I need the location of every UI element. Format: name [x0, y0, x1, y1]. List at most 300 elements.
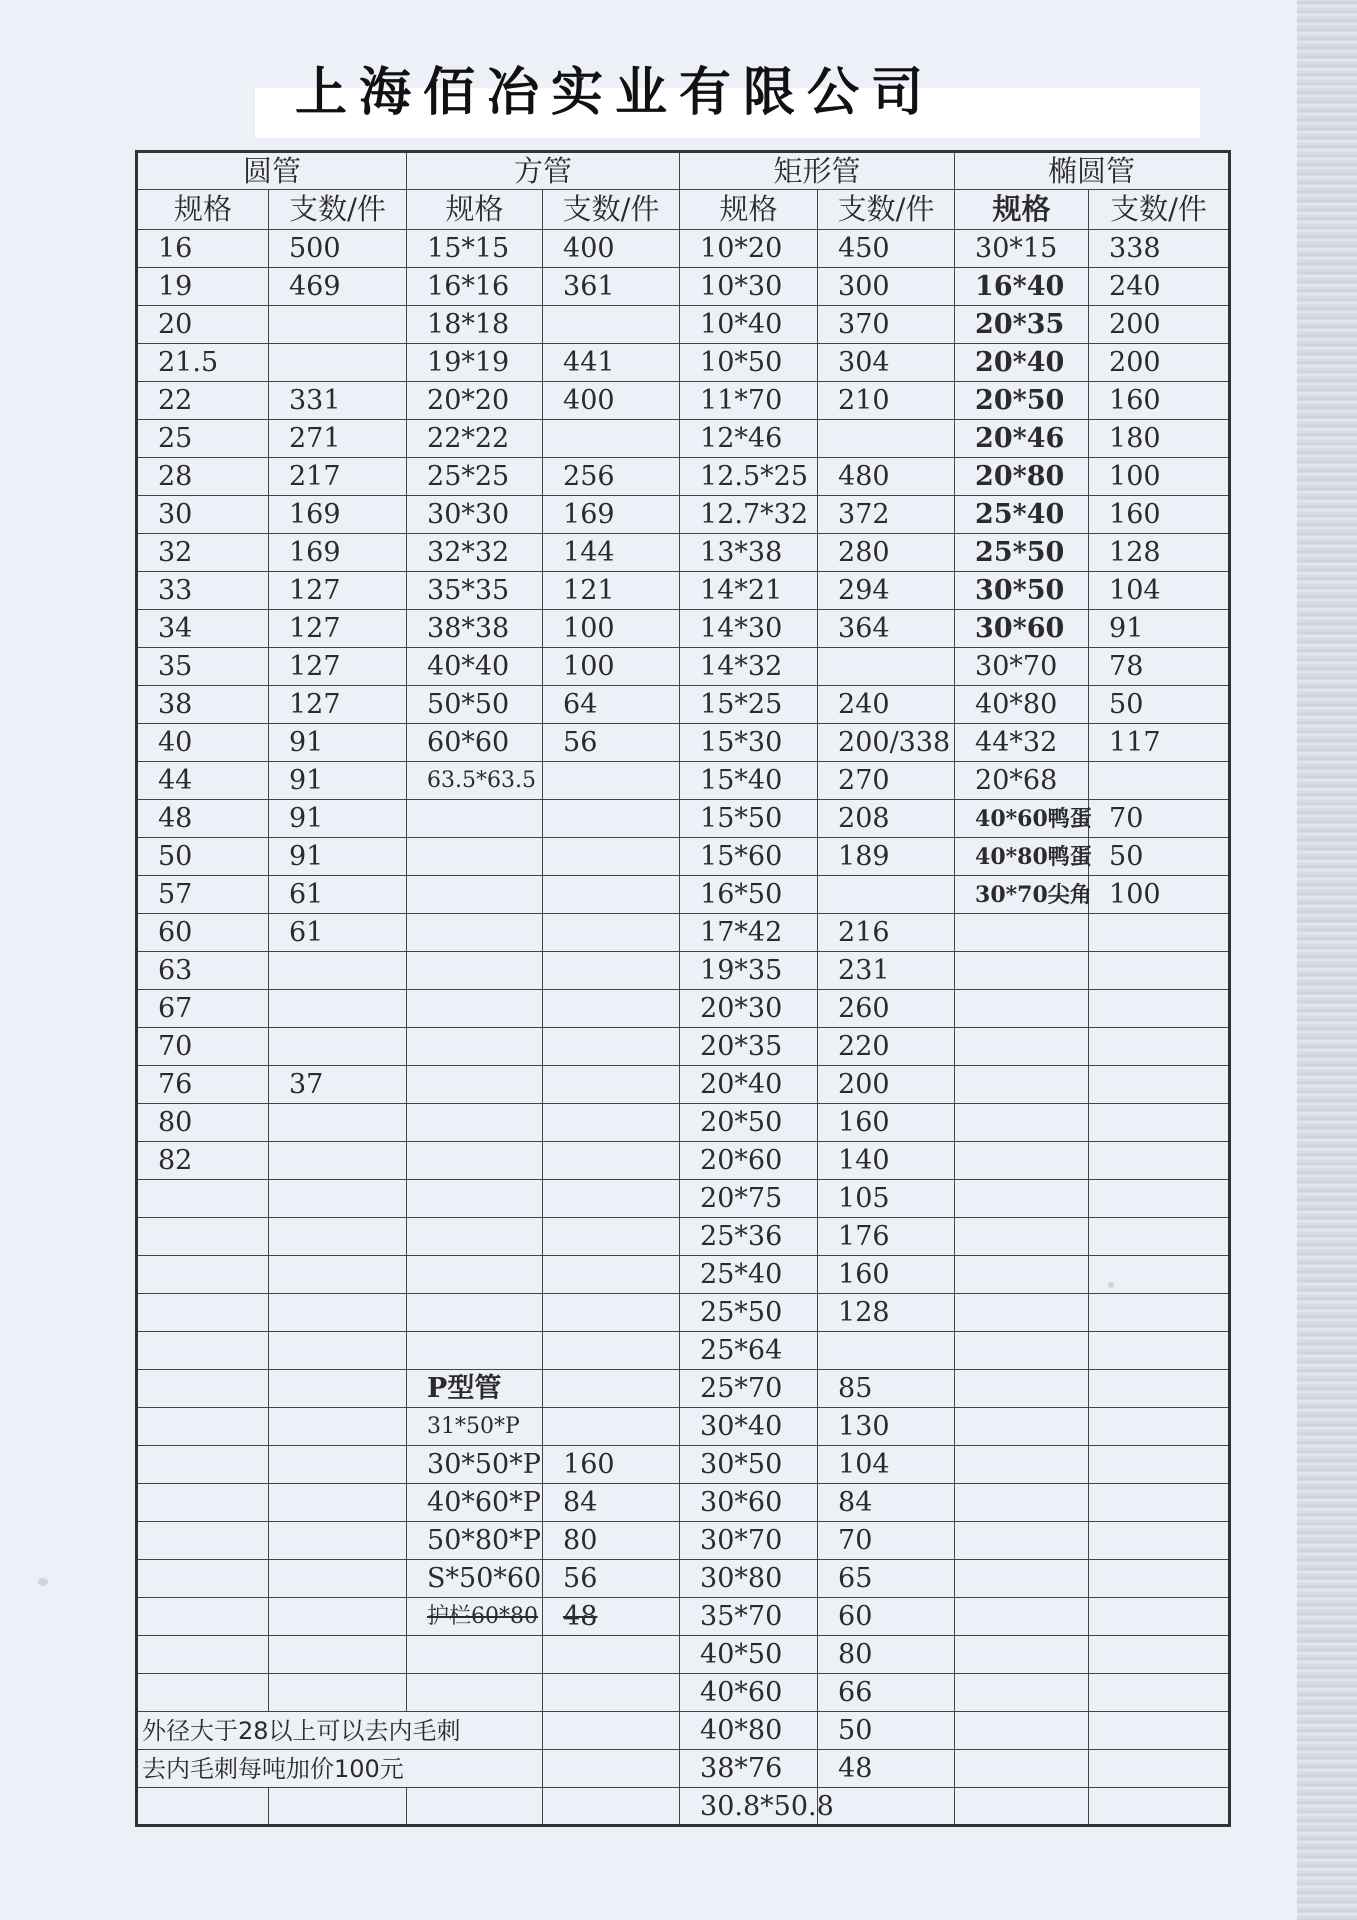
table-cell [543, 1674, 680, 1712]
table-cell [407, 1294, 543, 1332]
table-row [137, 534, 1230, 572]
table-cell [818, 876, 955, 914]
table-cell: 450 [818, 230, 955, 268]
table-cell: 22*22 [407, 420, 543, 458]
table-cell [407, 1636, 543, 1674]
table-cell: 20*30 [680, 990, 818, 1028]
table-cell [1089, 1636, 1230, 1674]
table-cell: 270 [818, 762, 955, 800]
table-cell: 100 [543, 648, 680, 686]
table-cell: 50 [137, 838, 269, 876]
table-cell [269, 344, 407, 382]
table-cell: 80 [818, 1636, 955, 1674]
table-cell: 216 [818, 914, 955, 952]
table-cell: 144 [543, 534, 680, 572]
table-cell: 20*20 [407, 382, 543, 420]
table-cell [955, 1370, 1089, 1408]
group-header-row [137, 152, 1230, 190]
table-cell: 127 [269, 610, 407, 648]
table-cell [407, 1256, 543, 1294]
table-body [137, 152, 1230, 1826]
group-header: 矩形管 [680, 152, 955, 190]
table-cell [543, 1104, 680, 1142]
table-row [137, 1370, 1230, 1408]
table-cell: 100 [1089, 458, 1230, 496]
table-cell [137, 1598, 269, 1636]
table-cell: 30*30 [407, 496, 543, 534]
table-cell: 210 [818, 382, 955, 420]
table-cell [955, 1750, 1089, 1788]
table-row [137, 686, 1230, 724]
table-cell: 40*80 [680, 1712, 818, 1750]
table-cell [269, 1028, 407, 1066]
table-row [137, 1446, 1230, 1484]
table-cell [1089, 1522, 1230, 1560]
table-cell [407, 1142, 543, 1180]
table-cell [407, 1104, 543, 1142]
table-row [137, 1484, 1230, 1522]
table-cell [543, 1332, 680, 1370]
table-cell [407, 1066, 543, 1104]
table-cell: 82 [137, 1142, 269, 1180]
table-cell [818, 420, 955, 458]
table-cell [955, 1484, 1089, 1522]
table-cell [543, 1218, 680, 1256]
table-cell: 30*70 [680, 1522, 818, 1560]
table-cell: 25*50 [680, 1294, 818, 1332]
table-row [137, 382, 1230, 420]
table-cell [137, 1522, 269, 1560]
table-row [137, 1636, 1230, 1674]
table-cell: 91 [269, 838, 407, 876]
table-cell: 70 [137, 1028, 269, 1066]
table-cell: 38*76 [680, 1750, 818, 1788]
table-row [137, 1750, 1230, 1788]
table-cell: 127 [269, 648, 407, 686]
table-cell [543, 1408, 680, 1446]
table-row [137, 724, 1230, 762]
table-cell: 189 [818, 838, 955, 876]
table-cell [269, 1332, 407, 1370]
table-cell: 33 [137, 572, 269, 610]
table-cell [955, 1294, 1089, 1332]
table-cell [407, 952, 543, 990]
table-cell [543, 838, 680, 876]
pipe-spec-table [135, 150, 1231, 1827]
table-cell: 25*50 [955, 534, 1089, 572]
table-cell: 63.5*63.5 [407, 762, 543, 800]
table-cell [269, 1788, 407, 1826]
table-cell [543, 1028, 680, 1066]
table-cell: 25*40 [955, 496, 1089, 534]
table-cell: 34 [137, 610, 269, 648]
table-cell [955, 990, 1089, 1028]
table-cell: 20*50 [955, 382, 1089, 420]
table-cell [955, 1142, 1089, 1180]
table-cell: 160 [818, 1256, 955, 1294]
table-cell: 30.8*50.8 [680, 1788, 818, 1826]
table-cell [955, 1180, 1089, 1218]
table-cell: 22 [137, 382, 269, 420]
table-cell: 32*32 [407, 534, 543, 572]
table-cell: 19 [137, 268, 269, 306]
table-cell [137, 1484, 269, 1522]
table-cell: 208 [818, 800, 955, 838]
table-cell: 20*40 [955, 344, 1089, 382]
table-cell: 61 [269, 876, 407, 914]
table-cell [269, 1408, 407, 1446]
table-cell [955, 1598, 1089, 1636]
table-cell [955, 914, 1089, 952]
table-row [137, 648, 1230, 686]
table-cell [543, 306, 680, 344]
table-row [137, 1066, 1230, 1104]
table-row [137, 306, 1230, 344]
table-cell: 40*60*P [407, 1484, 543, 1522]
table-cell: 30*40 [680, 1408, 818, 1446]
sub-header-row [137, 190, 1230, 230]
table-cell: 100 [543, 610, 680, 648]
table-cell: 117 [1089, 724, 1230, 762]
table-cell: 176 [818, 1218, 955, 1256]
table-cell: 105 [818, 1180, 955, 1218]
table-cell: 30 [137, 496, 269, 534]
table-cell [818, 648, 955, 686]
table-cell: 200 [1089, 344, 1230, 382]
table-cell [1089, 1788, 1230, 1826]
table-cell: 200 [818, 1066, 955, 1104]
column-header: 支数/件 [818, 190, 955, 230]
table-cell [543, 1180, 680, 1218]
scan-edge [1297, 0, 1357, 1920]
table-cell: 200 [1089, 306, 1230, 344]
note-text: 去内毛刺每吨加价100元 [137, 1750, 543, 1788]
table-cell: 30*15 [955, 230, 1089, 268]
table-cell [543, 1294, 680, 1332]
table-row [137, 1180, 1230, 1218]
table-cell: 17*42 [680, 914, 818, 952]
table-cell: 480 [818, 458, 955, 496]
table-cell: 30*60 [955, 610, 1089, 648]
table-cell: 15*25 [680, 686, 818, 724]
table-cell: 16 [137, 230, 269, 268]
table-cell: 84 [818, 1484, 955, 1522]
table-cell [543, 420, 680, 458]
table-row [137, 1256, 1230, 1294]
table-cell [269, 1180, 407, 1218]
column-header: 支数/件 [543, 190, 680, 230]
table-cell [137, 1788, 269, 1826]
table-cell [543, 990, 680, 1028]
table-cell: 16*50 [680, 876, 818, 914]
table-cell: 50 [1089, 838, 1230, 876]
table-cell: 38*38 [407, 610, 543, 648]
table-cell: 28 [137, 458, 269, 496]
table-cell: 32 [137, 534, 269, 572]
table-cell [137, 1218, 269, 1256]
table-cell [269, 1484, 407, 1522]
table-cell [955, 1256, 1089, 1294]
table-cell: 21.5 [137, 344, 269, 382]
table-row [137, 1560, 1230, 1598]
column-header: 支数/件 [269, 190, 407, 230]
table-cell: 44*32 [955, 724, 1089, 762]
table-cell: 60*60 [407, 724, 543, 762]
table-cell: P型管 [407, 1370, 543, 1408]
table-cell: 56 [543, 724, 680, 762]
table-cell [269, 1598, 407, 1636]
table-cell [955, 1104, 1089, 1142]
table-row [137, 990, 1230, 1028]
table-row [137, 1522, 1230, 1560]
table-cell: 217 [269, 458, 407, 496]
table-cell: 20*80 [955, 458, 1089, 496]
table-cell [1089, 1598, 1230, 1636]
table-cell: 25*36 [680, 1218, 818, 1256]
table-cell: 294 [818, 572, 955, 610]
table-cell [955, 1560, 1089, 1598]
table-cell: 44 [137, 762, 269, 800]
table-cell: 56 [543, 1560, 680, 1598]
table-cell: 500 [269, 230, 407, 268]
table-cell [955, 1636, 1089, 1674]
table-row [137, 838, 1230, 876]
table-cell: 40*80鸭蛋 [955, 838, 1089, 876]
table-cell: 84 [543, 1484, 680, 1522]
table-cell [955, 1788, 1089, 1826]
table-cell: 469 [269, 268, 407, 306]
table-row [137, 762, 1230, 800]
table-cell [1089, 1484, 1230, 1522]
table-cell [543, 1636, 680, 1674]
table-cell [1089, 952, 1230, 990]
table-cell [955, 952, 1089, 990]
table-cell [137, 1560, 269, 1598]
table-cell: 260 [818, 990, 955, 1028]
table-cell [269, 1218, 407, 1256]
table-cell: 180 [1089, 420, 1230, 458]
table-cell [407, 1674, 543, 1712]
table-cell [1089, 1674, 1230, 1712]
table-row [137, 1674, 1230, 1712]
table-row [137, 458, 1230, 496]
table-cell: 14*32 [680, 648, 818, 686]
table-row [137, 420, 1230, 458]
table-cell: 20*60 [680, 1142, 818, 1180]
table-cell [818, 1332, 955, 1370]
table-cell [1089, 1332, 1230, 1370]
table-cell: 37 [269, 1066, 407, 1104]
table-cell [137, 1408, 269, 1446]
table-cell: 48 [137, 800, 269, 838]
table-cell [1089, 1180, 1230, 1218]
table-cell: 护栏60*80 [407, 1598, 543, 1636]
table-cell [955, 1332, 1089, 1370]
table-cell: 19*19 [407, 344, 543, 382]
table-cell [543, 1788, 680, 1826]
table-row [137, 1788, 1230, 1826]
table-cell: 40*60鸭蛋 [955, 800, 1089, 838]
table-cell: 169 [269, 534, 407, 572]
table-cell: 400 [543, 382, 680, 420]
table-cell: 91 [1089, 610, 1230, 648]
table-cell: 50*50 [407, 686, 543, 724]
table-cell [818, 1788, 955, 1826]
table-cell: 220 [818, 1028, 955, 1066]
table-cell: 10*50 [680, 344, 818, 382]
table-cell [1089, 1750, 1230, 1788]
table-cell [407, 1028, 543, 1066]
table-cell: 160 [818, 1104, 955, 1142]
table-cell: 256 [543, 458, 680, 496]
table-cell: 331 [269, 382, 407, 420]
table-cell: 372 [818, 496, 955, 534]
table-cell: 240 [1089, 268, 1230, 306]
table-row [137, 496, 1230, 534]
table-cell: 30*70 [955, 648, 1089, 686]
table-cell [955, 1218, 1089, 1256]
table-cell: 66 [818, 1674, 955, 1712]
table-cell [1089, 1446, 1230, 1484]
table-cell: 65 [818, 1560, 955, 1598]
table-cell: 20*68 [955, 762, 1089, 800]
table-cell [543, 1712, 680, 1750]
table-cell: 13*38 [680, 534, 818, 572]
table-cell: 31*50*P [407, 1408, 543, 1446]
table-cell: 128 [818, 1294, 955, 1332]
table-cell: 160 [1089, 496, 1230, 534]
table-cell: 35*35 [407, 572, 543, 610]
table-cell: 40*50 [680, 1636, 818, 1674]
table-cell: 140 [818, 1142, 955, 1180]
table-cell: 231 [818, 952, 955, 990]
table-cell: 70 [1089, 800, 1230, 838]
table-cell: 35*70 [680, 1598, 818, 1636]
table-cell [269, 990, 407, 1028]
table-row [137, 876, 1230, 914]
table-cell: 20*50 [680, 1104, 818, 1142]
table-row [137, 1104, 1230, 1142]
group-header: 椭圆管 [955, 152, 1230, 190]
table-row [137, 914, 1230, 952]
table-cell: 15*60 [680, 838, 818, 876]
table-cell: 60 [137, 914, 269, 952]
table-cell [543, 914, 680, 952]
table-cell: 18*18 [407, 306, 543, 344]
table-cell [137, 1674, 269, 1712]
table-cell: 30*80 [680, 1560, 818, 1598]
table-cell [269, 1446, 407, 1484]
table-row [137, 1294, 1230, 1332]
table-cell: 15*30 [680, 724, 818, 762]
table-cell [543, 952, 680, 990]
table-cell [1089, 1104, 1230, 1142]
table-cell: 50 [1089, 686, 1230, 724]
table-cell: 61 [269, 914, 407, 952]
table-cell [955, 1446, 1089, 1484]
table-cell [137, 1332, 269, 1370]
table-cell: 76 [137, 1066, 269, 1104]
table-cell: 160 [543, 1446, 680, 1484]
table-cell [543, 762, 680, 800]
table-cell: 280 [818, 534, 955, 572]
table-cell [407, 1180, 543, 1218]
table-cell [269, 1294, 407, 1332]
table-cell [269, 1142, 407, 1180]
table-cell: 19*35 [680, 952, 818, 990]
table-cell [407, 800, 543, 838]
table-cell: 25*40 [680, 1256, 818, 1294]
table-cell [407, 1218, 543, 1256]
table-cell: 50*80*P [407, 1522, 543, 1560]
table-cell [137, 1370, 269, 1408]
table-cell: 25 [137, 420, 269, 458]
table-cell: 300 [818, 268, 955, 306]
table-row [137, 1028, 1230, 1066]
table-cell: 11*70 [680, 382, 818, 420]
table-cell: 91 [269, 762, 407, 800]
table-cell [955, 1408, 1089, 1446]
table-cell: 30*50 [680, 1446, 818, 1484]
table-cell [543, 800, 680, 838]
table-cell: 40*40 [407, 648, 543, 686]
table-cell [407, 1332, 543, 1370]
table-cell [269, 306, 407, 344]
table-cell: 20*40 [680, 1066, 818, 1104]
table-cell [137, 1446, 269, 1484]
table-cell [407, 914, 543, 952]
table-cell: 25*70 [680, 1370, 818, 1408]
table-cell: 10*40 [680, 306, 818, 344]
table-cell: 91 [269, 800, 407, 838]
table-cell: 14*30 [680, 610, 818, 648]
table-cell [407, 990, 543, 1028]
table-cell: 127 [269, 572, 407, 610]
table-cell: 100 [1089, 876, 1230, 914]
table-cell: 12.7*32 [680, 496, 818, 534]
table-cell: 104 [1089, 572, 1230, 610]
table-cell: 30*50*P [407, 1446, 543, 1484]
table-row [137, 800, 1230, 838]
table-cell: 50 [818, 1712, 955, 1750]
group-header: 圆管 [137, 152, 407, 190]
table-cell [269, 1256, 407, 1294]
table-cell: 91 [269, 724, 407, 762]
table-cell: 38 [137, 686, 269, 724]
table-cell [955, 1028, 1089, 1066]
table-cell: 20*46 [955, 420, 1089, 458]
table-cell: 441 [543, 344, 680, 382]
table-cell: 10*30 [680, 268, 818, 306]
table-cell: 304 [818, 344, 955, 382]
table-cell: 169 [543, 496, 680, 534]
table-cell [1089, 1370, 1230, 1408]
table-cell [407, 1788, 543, 1826]
company-title: 上海佰冶实业有限公司 [295, 63, 936, 123]
table-cell: 35 [137, 648, 269, 686]
table-cell [269, 1370, 407, 1408]
table-cell [269, 1522, 407, 1560]
table-cell: 271 [269, 420, 407, 458]
table-cell [269, 952, 407, 990]
table-cell [1089, 1028, 1230, 1066]
table-cell [543, 1066, 680, 1104]
table-row [137, 230, 1230, 268]
table-cell: 15*50 [680, 800, 818, 838]
group-header: 方管 [407, 152, 680, 190]
table-cell [137, 1294, 269, 1332]
table-cell [137, 1256, 269, 1294]
